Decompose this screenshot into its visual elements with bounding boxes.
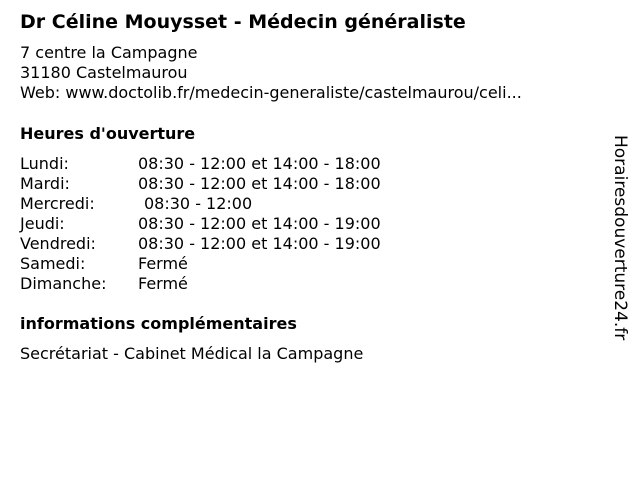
day-label: Mardi:	[20, 174, 70, 193]
time-value: 08:30 - 12:00 et 14:00 - 19:00	[138, 214, 381, 233]
hours-row-sunday	[20, 274, 381, 294]
day-label: Jeudi:	[20, 214, 65, 233]
day-label: Vendredi:	[20, 234, 96, 253]
hours-row-tuesday	[20, 174, 381, 194]
hours-row-friday	[20, 234, 381, 254]
day-label: Samedi:	[20, 254, 86, 273]
time-value: Fermé	[138, 254, 188, 273]
additional-info-heading: informations complémentaires	[20, 314, 297, 333]
site-watermark: Horairesdouverture24.fr	[610, 135, 630, 341]
time-value: Fermé	[138, 274, 188, 293]
time-value: 08:30 - 12:00 et 14:00 - 19:00	[138, 234, 381, 253]
page-title: Dr Céline Mouysset - Médecin généraliste	[20, 11, 466, 33]
hours-row-monday	[20, 154, 381, 174]
hours-row-saturday	[20, 254, 381, 274]
address-block	[20, 43, 522, 103]
time-value: 08:30 - 12:00 et 14:00 - 18:00	[138, 154, 381, 173]
address-street: 7 centre la Campagne	[20, 43, 198, 62]
hours-row-thursday	[20, 214, 381, 234]
day-label: Lundi:	[20, 154, 69, 173]
additional-info-text: Secrétariat - Cabinet Médical la Campagne	[20, 344, 364, 363]
day-label: Mercredi:	[20, 194, 95, 213]
address-city: 31180 Castelmaurou	[20, 63, 188, 82]
day-label: Dimanche:	[20, 274, 107, 293]
opening-hours-table	[20, 154, 381, 294]
time-value: 08:30 - 12:00	[144, 194, 253, 213]
hours-row-wednesday	[20, 194, 381, 214]
website-link[interactable]: Web: www.doctolib.fr/medecin-generaliste/castelmaurou/celi...	[20, 83, 522, 102]
time-value: 08:30 - 12:00 et 14:00 - 18:00	[138, 174, 381, 193]
opening-hours-heading: Heures d'ouverture	[20, 124, 196, 143]
